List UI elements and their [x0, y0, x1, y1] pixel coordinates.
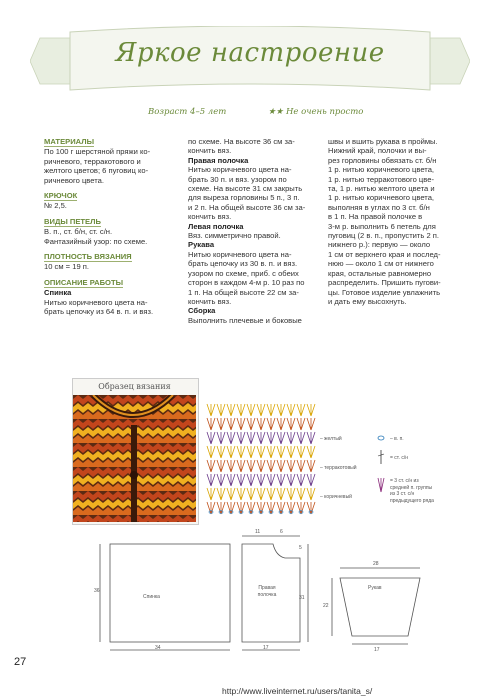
difficulty-label: ★★ Не очень просто [268, 107, 364, 117]
chart-stitch [207, 418, 215, 430]
subsection-heading: Сборка [188, 306, 216, 316]
text-column-3 [328, 137, 463, 306]
text-line: нюю — около 1 см от нижнего [328, 259, 434, 269]
text-line: кончить вяз. [188, 146, 232, 156]
text-line: края, остальные равномерно [328, 268, 432, 278]
legend-dc: = ст. с/н [390, 455, 408, 461]
back-width: 34 [155, 645, 161, 651]
chart-stitch [247, 432, 255, 444]
text-line: 1 р. нитью терракотового цве- [328, 174, 434, 184]
chart-stitch [307, 404, 315, 416]
chart-stitch [257, 488, 265, 500]
chart-stitch [277, 446, 285, 458]
chart-stitch [287, 488, 295, 500]
color-label-brown: – коричневый [320, 494, 352, 500]
text-line: схеме. На высоте 31 см закрыть [188, 184, 303, 194]
text-line: выполняя в углах по 3 ст. б/н [328, 202, 430, 212]
chart-stitch [237, 446, 245, 458]
legend-chain: – в. п. [390, 436, 404, 442]
text-line: та, 1 р. нитью желтого цвета и [328, 184, 435, 194]
text-line: Вяз. симметрично правой. [188, 231, 281, 241]
chart-stitch [217, 418, 225, 430]
subsection-heading: Левая полочка [188, 221, 244, 231]
back-height: 36 [94, 588, 100, 594]
chart-stitch [247, 474, 255, 486]
text-line: Выполнить плечевые и боковые [188, 315, 302, 325]
chart-stitch [217, 488, 225, 500]
text-line: нижнего р.): первую — около [328, 240, 431, 250]
chart-stitch [307, 446, 315, 458]
page-title: Яркое настроение [115, 38, 385, 68]
chart-stitch [277, 460, 285, 472]
chart-stitch [207, 446, 215, 458]
chart-stitch [297, 418, 305, 430]
chart-stitch [287, 404, 295, 416]
swatch-photo [73, 395, 196, 522]
chart-stitch [247, 446, 255, 458]
chart-stitch [277, 502, 285, 514]
chart-stitch [207, 474, 215, 486]
chart-stitch [237, 488, 245, 500]
chart-stitch [217, 404, 225, 416]
chart-stitch [247, 488, 255, 500]
chart-stitch [257, 502, 265, 514]
chart-stitch [267, 474, 275, 486]
text-line: брать цепочку из 30 в. п. и вяз. [188, 259, 298, 269]
chart-stitch [287, 502, 295, 514]
text-line: По 100 г шерстяной пряжи ко- [44, 147, 151, 157]
front-neck: 5 [299, 545, 302, 551]
chart-stitch [207, 460, 215, 472]
text-line: ричневого цвета. [44, 175, 104, 185]
front-top-b: 6 [280, 529, 283, 535]
chart-stitch [237, 404, 245, 416]
chart-stitch [297, 474, 305, 486]
text-line: 1 р. нитью коричневого цвета, [328, 193, 435, 203]
back-label: Спинка [143, 594, 160, 600]
sleeve-bottom: 17 [374, 647, 380, 653]
text-line: сторон в каждом 4-м р. 10 раз по [188, 278, 305, 288]
chart-stitch [227, 446, 235, 458]
chart-stitch [267, 488, 275, 500]
front-top-a: 11 [255, 529, 261, 535]
text-line: В. п., ст. б/н, ст. с/н. [44, 227, 113, 237]
chart-stitch [227, 460, 235, 472]
text-line: брать 30 п. и вяз. узором по [188, 174, 287, 184]
chart-stitch [287, 418, 295, 430]
chart-stitch [307, 488, 315, 500]
chart-stitch [297, 460, 305, 472]
chart-stitch [307, 474, 315, 486]
front-height: 31 [299, 595, 305, 601]
color-label-terracotta: – терракотовый [320, 465, 357, 471]
section-heading: ВИДЫ ПЕТЕЛЬ [44, 216, 101, 226]
chart-stitch [247, 502, 255, 514]
chart-stitch [217, 446, 225, 458]
text-line: Нитью коричневого цвета на- [44, 297, 148, 307]
chart-stitch [227, 432, 235, 444]
chart-stitch [237, 460, 245, 472]
chart-stitch [237, 502, 245, 514]
text-column-1 [44, 137, 184, 317]
crochet-chart [205, 396, 320, 516]
section-heading: МАТЕРИАЛЫ [44, 137, 94, 146]
legend-group: = 3 ст. с/н из средней п. группы из 3 ст. с/н предыдущего ряда [390, 478, 434, 504]
chart-stitch [267, 460, 275, 472]
text-line: кончить вяз. [188, 212, 232, 222]
chart-stitch [257, 474, 265, 486]
subsection-heading: Спинка [44, 288, 72, 298]
text-column-2 [188, 137, 318, 325]
chart-stitch [297, 488, 305, 500]
chart-stitch [267, 418, 275, 430]
text-line: № 2,5. [44, 201, 67, 211]
chart-stitch [237, 432, 245, 444]
chart-stitch [287, 446, 295, 458]
chart-stitch [297, 432, 305, 444]
chart-stitch [307, 432, 315, 444]
color-label-yellow: – желтый [320, 436, 342, 442]
chart-stitch [287, 432, 295, 444]
chart-stitch [297, 404, 305, 416]
chart-stitch [267, 446, 275, 458]
text-line: Фантазийный узор: по схеме. [44, 236, 148, 246]
sleeve-top: 28 [373, 561, 379, 567]
text-line: рез горловины обвязать ст. б/н [328, 155, 437, 165]
text-line: 1 р. нитью коричневого цвета, [328, 165, 435, 175]
footer-url[interactable]: http://www.liveinternet.ru/users/tanita_s/ [222, 686, 373, 696]
section-heading: ОПИСАНИЕ РАБОТЫ [44, 277, 124, 287]
chart-stitch [297, 446, 305, 458]
chart-stitch [227, 418, 235, 430]
text-line: и 2 п. На общей высоте 36 см за- [188, 202, 306, 212]
page-number: 27 [14, 656, 27, 668]
chart-stitch [227, 488, 235, 500]
text-line: в 1 п. На правой полочке в [328, 212, 423, 222]
sleeve-label: Рукав [368, 585, 382, 591]
chart-stitch [277, 404, 285, 416]
front-width: 17 [263, 645, 269, 651]
text-line: по схеме. На высоте 36 см за- [188, 137, 295, 146]
text-line: 1 п. На общей высоте 22 см за- [188, 287, 299, 297]
chart-stitch [257, 418, 265, 430]
chart-stitch [297, 502, 305, 514]
subsection-heading: Рукава [188, 240, 215, 250]
text-line: брать цепочку из 64 в. п. и вяз. [44, 307, 154, 317]
text-line: 3-м р. выполнить 6 петель для [328, 221, 436, 231]
text-line: пуговиц (2 в. п., пропустить 2 п. [328, 231, 440, 241]
chart-stitch [257, 446, 265, 458]
section-heading: ПЛОТНОСТЬ ВЯЗАНИЯ [44, 252, 132, 262]
chart-stitch [257, 404, 265, 416]
chart-stitch [227, 404, 235, 416]
text-line: Нитью коричневого цвета на- [188, 249, 292, 259]
text-line: ричневого, терракотового и [44, 156, 141, 166]
text-line: и дать ему высохнуть. [328, 296, 407, 306]
section-heading: КРЮЧОК [44, 191, 78, 201]
chart-stitch [217, 474, 225, 486]
text-line: цы. Готовое изделие увлажнить [328, 287, 441, 297]
chart-stitch [207, 432, 215, 444]
chart-stitch [227, 474, 235, 486]
chart-stitch [267, 404, 275, 416]
chart-stitch [267, 502, 275, 514]
chart-stitch [217, 502, 225, 514]
chart-stitch [307, 502, 315, 514]
chart-stitch [277, 488, 285, 500]
age-label: Возраст 4–5 лет [148, 107, 227, 117]
chart-stitch [267, 432, 275, 444]
text-line: узором по схеме, приб. с обеих [188, 268, 299, 278]
chart-stitch [237, 418, 245, 430]
subsection-heading: Правая полочка [188, 155, 249, 165]
chart-stitch [247, 404, 255, 416]
chart-stitch [257, 460, 265, 472]
chart-stitch [307, 460, 315, 472]
chart-stitch [247, 418, 255, 430]
chart-stitch [207, 404, 215, 416]
symbol-legend [376, 434, 388, 494]
chart-stitch [257, 432, 265, 444]
chart-stitch [247, 460, 255, 472]
chart-stitch [307, 418, 315, 430]
text-line: 10 см = 19 п. [44, 262, 90, 272]
front-label: Правая полочка [257, 585, 277, 598]
chart-stitch [207, 488, 215, 500]
chart-stitch [287, 460, 295, 472]
text-line: Нитью коричневого цвета на- [188, 165, 292, 175]
chart-stitch [217, 460, 225, 472]
text-line: швы и вшить рукава в проймы. [328, 137, 438, 146]
text-line: для выреза горловины 5 п., 3 п. [188, 193, 300, 203]
text-line: распределить. Пришить пугови- [328, 278, 441, 288]
chart-stitch [227, 502, 235, 514]
text-line: 1 см от верхнего края и послед- [328, 249, 441, 259]
chart-stitch [207, 502, 215, 514]
text-line: кончить вяз. [188, 296, 232, 306]
chart-stitch [217, 432, 225, 444]
text-line: Нижний край, полочки и вы- [328, 146, 427, 156]
sleeve-height: 22 [323, 603, 329, 609]
chart-stitch [277, 432, 285, 444]
chart-stitch [277, 418, 285, 430]
chart-stitch [277, 474, 285, 486]
swatch-label: Образец вязания [98, 382, 171, 391]
chart-stitch [237, 474, 245, 486]
text-line: желтого цветов; 6 пуговиц ко- [44, 166, 149, 176]
chart-stitch [287, 474, 295, 486]
